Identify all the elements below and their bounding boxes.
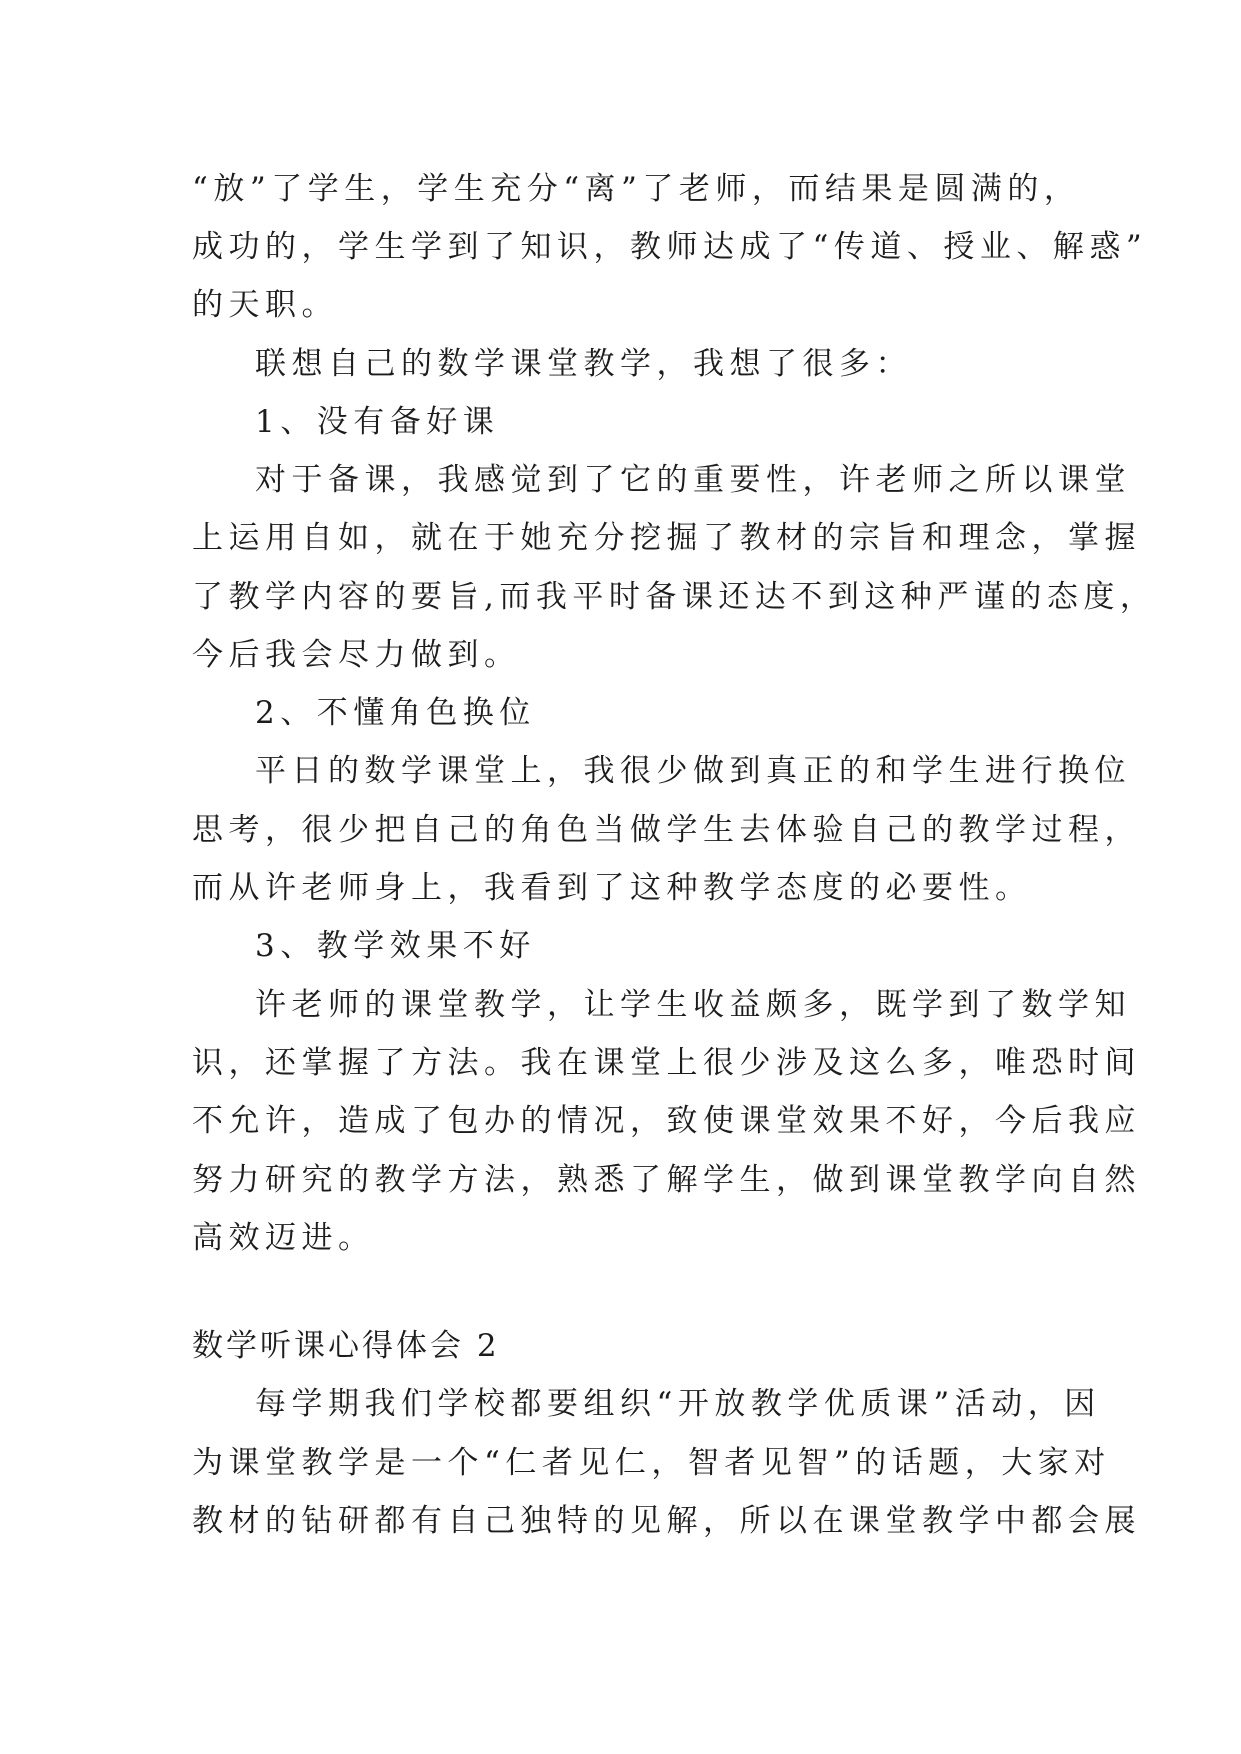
text-line: 每学期我们学校都要组织“开放教学优质课”活动，因: [255, 1386, 1101, 1422]
text-line: 努力研究的教学方法，熟悉了解学生，做到课堂教学向自然: [192, 1162, 1141, 1198]
text-line: “放”了学生，学生充分“离”了老师，而结果是圆满的，: [192, 171, 1081, 207]
section-title: 数学听课心得体会 2: [192, 1328, 500, 1364]
text-line: 思考，很少把自己的角色当做学生去体验自己的教学过程，: [192, 812, 1141, 848]
text-line: 许老师的课堂教学，让学生收益颇多，既学到了数学知: [255, 987, 1131, 1023]
text-line: 不允许，造成了包办的情况，致使课堂效果不好，今后我应: [192, 1103, 1141, 1139]
text-line: 教材的钻研都有自己独特的见解，所以在课堂教学中都会展: [192, 1503, 1141, 1539]
text-line: 识，还掌握了方法。我在课堂上很少涉及这么多，唯恐时间: [192, 1045, 1141, 1081]
list-heading: 2、不懂角色换位: [255, 695, 536, 731]
list-heading: 3、教学效果不好: [255, 928, 536, 964]
text-line: 今后我会尽力做到。: [192, 637, 521, 673]
list-heading: 1、没有备好课: [255, 404, 500, 440]
text-line: 成功的，学生学到了知识，教师达成了“传道、授业、解惑”: [192, 229, 1148, 265]
text-line: 为课堂教学是一个“仁者见仁，智者见智”的话题，大家对: [192, 1445, 1111, 1481]
text-line: 高效迈进。: [192, 1220, 375, 1256]
text-line: 对于备课，我感觉到了它的重要性，许老师之所以课堂: [255, 462, 1131, 498]
text-line: 的天职。: [192, 287, 338, 323]
text-line: 联想自己的数学课堂教学，我想了很多：: [255, 346, 912, 382]
text-line: 而从许老师身上，我看到了这种教学态度的必要性。: [192, 870, 1032, 906]
text-line: 了教学内容的要旨,而我平时备课还达不到这种严谨的态度，: [192, 579, 1157, 615]
text-line: 上运用自如，就在于她充分挖掘了教材的宗旨和理念，掌握: [192, 520, 1141, 556]
text-line: 平日的数学课堂上，我很少做到真正的和学生进行换位: [255, 753, 1131, 789]
